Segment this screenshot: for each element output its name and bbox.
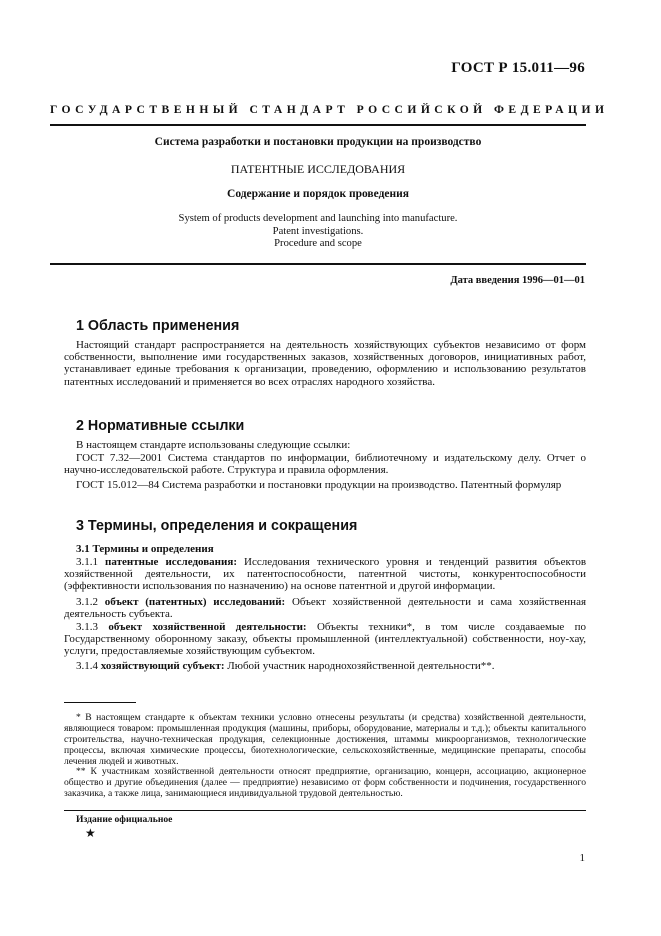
footnote: ** К участникам хозяйственной деятельности относят предприятие, организацию, концерн, ассоциацию, акционерное общество и другие объединения (далее — предприятие) независимо от форм собственности и подчинения, государственного заказчика, а также лица, занимающиеся индивидуальной трудовой деятельностью. [64,766,586,799]
reference-item: ГОСТ 7.32—2001 Система стандартов по информации, библиотечному и издательскому делу. Отчет о научно-исследовательской работе. Структура и правила оформления. [64,452,586,477]
term-text: Объект хозяйственной деятельности и сама хозяйственная деятельность субъекта. [64,596,587,621]
footnote: * В настоящем стандарте к объектам техники условно отнесены результаты (и средства) хозяйственной деятельности, являющиеся товаром: промышленная продукция (машины, приборы, оборудование, материалы и т.д.); объекты капитального строительства, научно-техническая продукция, селекционные достижения, штаммы микроорганизмов, технологические процессы, включая химические процессы, биотехнологические, сельскохозяйственные, медицинские препараты, способы лечения людей и животных. [64,712,586,767]
edition-label: Издание официальное [76,814,173,825]
term-number: 3.1.1 [76,556,98,568]
system-title: Система разработки и постановки продукции на производство [154,136,482,148]
english-title-line: System of products development and launching into manufacture. [178,213,458,224]
term-definition [64,621,586,658]
subsection-heading: 3.1 Термины и определения [76,543,214,555]
term-name: патентные исследования: [105,556,237,568]
term-definition [64,660,586,672]
term-text: Объекты техники*, в том числе создаваемые по Государственному оборонному заказу, объекты промышленной (интеллектуальной) собственности, ноу-хау, услуги, предоставляемые хозяйствующим субъектом. [64,621,586,658]
section-paragraph: Настоящий стандарт распространяется на деятельность хозяйствующих субъектов независимо от форм собственности, выполнение ими государственных заказов, хозяйственных договоров, инициативных работ, устанавливает единые требования к организации, проведению, оформлению и использованию результатов патентных исследований и применяется во всех отраслях народного хозяйства. [64,339,586,388]
term-number: 3.1.3 [76,621,98,633]
references-intro: В настоящем стандарте использованы следующие ссылки: [76,439,351,451]
english-title-line: Procedure and scope [274,238,362,249]
term-text: Любой участник народнохозяйственной деятельности**. [227,660,495,672]
footnote-divider [64,702,136,703]
section-heading: 3 Термины, определения и сокращения [76,518,358,534]
term-text: Исследования технического уровня и тенденций развития объектов хозяйственной деятельности, их патентоспособности, патентной чистоты, конкурентоспособности (эффективности использования по назначению) на основе патентной и другой информации. [64,556,587,593]
term-name: объект хозяйственной деятельности: [108,621,307,633]
term-number: 3.1.4 [76,660,98,672]
page-number: 1 [579,852,585,864]
edition-divider [64,810,586,811]
title-divider [50,263,586,265]
state-standard-title: ГОСУДАРСТВЕННЫЙ СТАНДАРТ РОССИЙСКОЙ ФЕДЕРАЦИИ [50,103,609,116]
section-heading: 2 Нормативные ссылки [76,418,245,434]
subtitle: Содержание и порядок проведения [227,188,409,200]
term-name: хозяйствующий субъект: [100,660,225,672]
term-definition [64,556,586,593]
introduction-date: Дата введения 1996—01—01 [450,275,585,286]
top-divider [50,124,586,126]
section-heading: 1 Область применения [76,318,240,334]
document-number: ГОСТ Р 15.011—96 [451,60,585,76]
reference-item: ГОСТ 15.012—84 Система разработки и постановки продукции на производство. Патентный формуляр [76,479,562,491]
term-name: объект (патентных) исследований: [104,596,286,608]
english-title-line: Patent investigations. [272,225,364,237]
star-icon: ★ [85,826,96,840]
term-number: 3.1.2 [76,596,98,608]
term-definition [64,596,586,620]
main-title: ПАТЕНТНЫЕ ИССЛЕДОВАНИЯ [230,162,406,176]
